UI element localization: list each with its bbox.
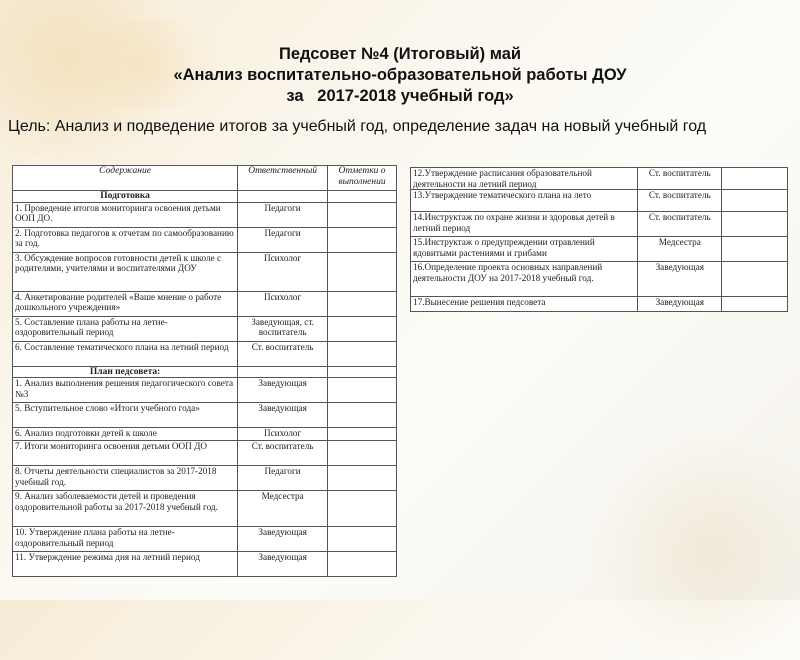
item-responsible: Заведующая [638, 262, 722, 297]
item-mark [722, 190, 788, 212]
header-responsible: Ответственный [238, 166, 328, 191]
item-responsible: Ст. воспитатель [638, 212, 722, 237]
item-text [13, 403, 238, 428]
item-mark [328, 491, 397, 527]
table-row [13, 252, 397, 291]
table-row [13, 227, 397, 252]
empty-cell [238, 366, 328, 378]
item-mark [328, 466, 397, 491]
item-number: 6. [15, 341, 22, 352]
item-text [13, 552, 238, 577]
table-row [13, 527, 397, 552]
item-number: 5. [15, 403, 22, 413]
item-number: 6. [15, 428, 22, 438]
table-row [13, 341, 397, 366]
section-row [13, 366, 397, 378]
item-mark [328, 316, 397, 341]
item-mark [328, 341, 397, 366]
item-mark [328, 527, 397, 552]
table-row [411, 262, 788, 297]
item-number: 7. [15, 441, 22, 451]
title-line-1: Педсовет №4 (Итоговый) май [278, 45, 522, 63]
item-responsible: Заведующая [238, 378, 328, 403]
header-marks: Отметки о выполнении [328, 166, 397, 191]
item-number: 3. [15, 252, 22, 263]
item-mark [328, 403, 397, 428]
item-description: Отчеты деятельности специалистов за 2017-2018 учебный год. [15, 466, 217, 487]
item-number: 1. [15, 202, 22, 213]
item-text: 16.Определение проекта основных направлений деятельности ДОУ на 2017-2018 учебный год. [411, 262, 638, 297]
item-mark [328, 252, 397, 291]
item-mark [722, 212, 788, 237]
section-title: Подготовка [13, 191, 238, 203]
table-row [13, 316, 397, 341]
section-row [13, 191, 397, 203]
item-responsible: Заведующая, ст. воспитатель [238, 316, 328, 341]
goal-text: Цель: Анализ и подведение итогов за учебный год, определение задач на новый учебный год [8, 118, 707, 135]
item-mark [722, 262, 788, 297]
item-description: Анализ выполнения решения педагогического совета №3 [15, 378, 234, 399]
item-responsible: Ст. воспитатель [638, 190, 722, 212]
item-responsible: Педагоги [238, 202, 328, 227]
table-row [411, 237, 788, 262]
item-text [13, 428, 238, 441]
item-number: 1. [15, 378, 22, 388]
item-description: Анализ подготовки детей к школе [24, 428, 157, 438]
item-text [13, 527, 238, 552]
table-row [13, 441, 397, 466]
item-mark [722, 168, 788, 190]
item-responsible: Ст. воспитатель [238, 441, 328, 466]
item-responsible: Психолог [238, 291, 328, 316]
item-responsible: Заведующая [238, 527, 328, 552]
item-description: Утверждение режима дня на летний период [28, 552, 200, 562]
item-mark [328, 441, 397, 466]
section-title: План педсовета: [13, 366, 238, 378]
background-decoration [580, 440, 800, 660]
item-description: Подготовка педагогов к отчетам по самообразованию за год. [15, 227, 234, 248]
table-row [13, 466, 397, 491]
item-responsible: Педагоги [238, 227, 328, 252]
item-responsible: Психолог [238, 252, 328, 291]
item-number: 8. [15, 466, 22, 476]
item-number: 2. [15, 227, 22, 238]
item-mark [328, 378, 397, 403]
table-row [411, 297, 788, 312]
empty-cell [328, 366, 397, 378]
table-row [411, 212, 788, 237]
item-mark [722, 297, 788, 312]
item-text [13, 491, 238, 527]
item-responsible: Медсестра [638, 237, 722, 262]
item-mark [722, 237, 788, 262]
item-text: 14.Инструктаж по охране жизни и здоровья детей в летний период [411, 212, 638, 237]
title-line-2: «Анализ воспитательно-образовательной работы ДОУ [173, 66, 627, 84]
table-row [13, 291, 397, 316]
item-number: 10. [15, 527, 27, 537]
item-number: 5. [15, 316, 22, 327]
table-row [13, 552, 397, 577]
item-text [13, 378, 238, 403]
item-text: 13.Утверждение тематического плана на лето [411, 190, 638, 212]
item-description: Составление тематического плана на летний период [24, 341, 229, 352]
item-description: Вступительное слово «Итоги учебного года» [24, 403, 200, 413]
item-description: Анкетирование родителей «Ваше мнение о работе дошкольного учреждения» [15, 291, 222, 312]
table-header-row [13, 166, 397, 191]
table-row [411, 190, 788, 212]
item-description: Итоги мониторинга освоения детьми ООП ДО [24, 441, 207, 451]
table-row [13, 428, 397, 441]
plan-table-continued [410, 167, 788, 312]
item-number: 11. [15, 552, 27, 562]
header-content: Содержание [13, 166, 238, 191]
item-mark [328, 227, 397, 252]
table-row [13, 403, 397, 428]
item-description: Утверждение плана работы на летне-оздоровительный период [15, 527, 175, 548]
plan-table [12, 165, 397, 577]
item-text: 17.Вынесение решения педсовета [411, 297, 638, 312]
item-mark [328, 552, 397, 577]
item-description: Проведение итогов мониторинга освоения детьми ООП ДО. [15, 202, 221, 223]
table-row [13, 202, 397, 227]
item-text [13, 227, 238, 252]
item-responsible: Заведующая [238, 403, 328, 428]
slide-title [0, 44, 800, 107]
item-text [13, 202, 238, 227]
item-text: 12.Утверждение расписания образовательной деятельности на летний период [411, 168, 638, 190]
item-text [13, 341, 238, 366]
item-responsible: Ст. воспитатель [238, 341, 328, 366]
title-line-3: за 2017-2018 учебный год» [286, 87, 514, 105]
table-row [13, 378, 397, 403]
item-description: Анализ заболеваемости детей и проведения оздоровительной работы за 2017-2018 учебный год. [15, 491, 218, 512]
item-responsible: Психолог [238, 428, 328, 441]
item-responsible: Заведующая [238, 552, 328, 577]
empty-cell [328, 191, 397, 203]
item-mark [328, 291, 397, 316]
empty-cell [238, 191, 328, 203]
table-row [13, 491, 397, 527]
item-mark [328, 428, 397, 441]
item-responsible: Педагоги [238, 466, 328, 491]
item-text [13, 466, 238, 491]
item-description: Составление плана работы на летне-оздоровительный период [15, 316, 168, 337]
item-number: 4. [15, 291, 22, 302]
item-text: 15.Инструктаж о предупреждении отравлений ядовитыми растениями и грибами [411, 237, 638, 262]
item-text [13, 252, 238, 291]
item-responsible: Заведующая [638, 297, 722, 312]
table-row [411, 168, 788, 190]
item-number: 9. [15, 491, 22, 501]
item-mark [328, 202, 397, 227]
item-text [13, 291, 238, 316]
item-responsible: Ст. воспитатель [638, 168, 722, 190]
item-responsible: Медсестра [238, 491, 328, 527]
item-text [13, 316, 238, 341]
item-text [13, 441, 238, 466]
item-description: Обсуждение вопросов готовности детей к школе с родителями, учителями и воспитателями ДОУ [15, 252, 222, 273]
